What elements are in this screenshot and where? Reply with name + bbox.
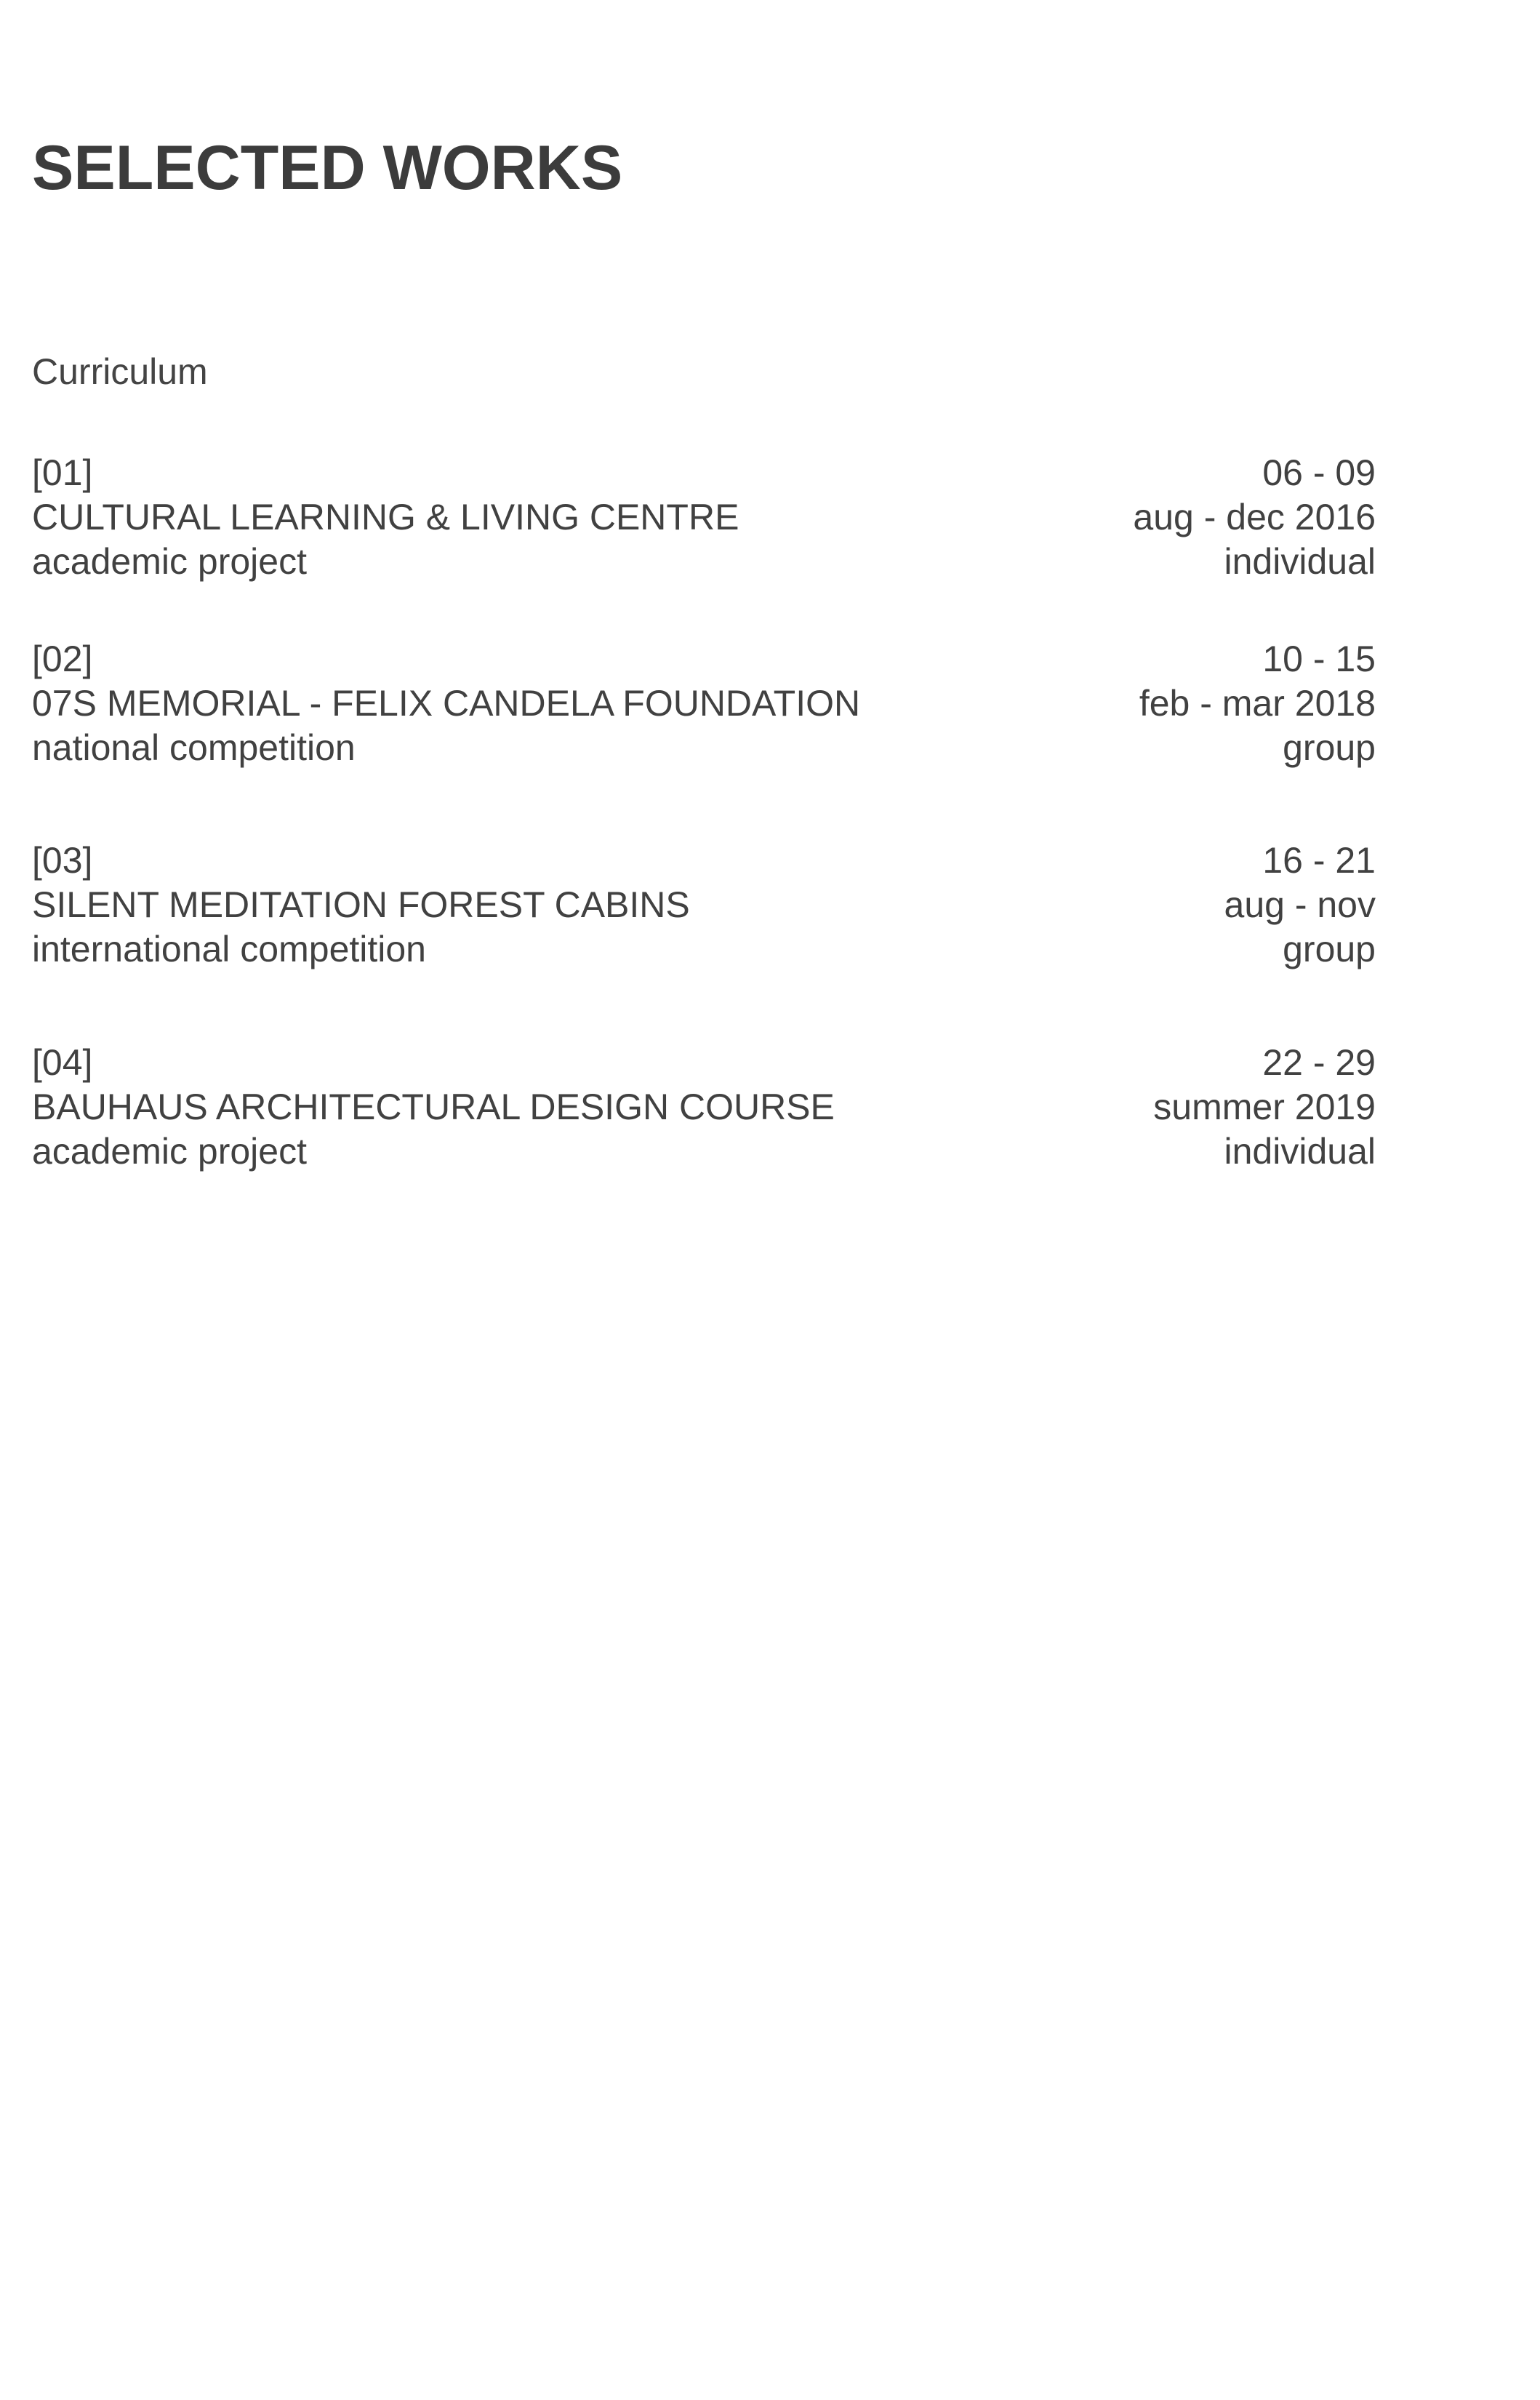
work-pages: 10 - 15	[1262, 639, 1376, 679]
work-type: national competition	[32, 727, 356, 768]
work-meta	[1133, 451, 1376, 584]
work-pages: 16 - 21	[1262, 840, 1376, 881]
work-info	[32, 1041, 835, 1174]
work-number: [04]	[32, 1042, 93, 1083]
work-team: group	[1283, 727, 1376, 768]
work-date: aug - nov	[1224, 884, 1376, 925]
work-meta	[1224, 839, 1376, 972]
work-type: academic project	[32, 1131, 307, 1172]
work-team: group	[1283, 929, 1376, 969]
work-name: BAUHAUS ARCHITECTURAL DESIGN COURSE	[32, 1087, 835, 1127]
work-info	[32, 451, 739, 584]
work-info	[32, 637, 860, 770]
work-date: aug - dec 2016	[1133, 497, 1376, 537]
work-info	[32, 839, 690, 972]
work-date: feb - mar 2018	[1139, 683, 1376, 724]
work-item-02	[32, 637, 1376, 770]
work-number: [02]	[32, 639, 93, 679]
work-pages: 06 - 09	[1262, 452, 1376, 493]
work-item-04	[32, 1041, 1376, 1174]
work-name: SILENT MEDITATION FOREST CABINS	[32, 884, 690, 925]
work-type: international competition	[32, 929, 426, 969]
work-number: [01]	[32, 452, 93, 493]
work-number: [03]	[32, 840, 93, 881]
work-team: individual	[1224, 1131, 1376, 1172]
work-item-03	[32, 839, 1376, 972]
work-meta	[1153, 1041, 1376, 1174]
work-name: CULTURAL LEARNING & LIVING CENTRE	[32, 497, 739, 537]
work-team: individual	[1224, 541, 1376, 582]
work-item-01	[32, 451, 1376, 584]
page-title: SELECTED WORKS	[32, 133, 623, 203]
work-type: academic project	[32, 541, 307, 582]
section-label: Curriculum	[32, 351, 208, 392]
work-pages: 22 - 29	[1262, 1042, 1376, 1083]
work-name: 07S MEMORIAL - FELIX CANDELA FOUNDATION	[32, 683, 861, 724]
work-date: summer 2019	[1153, 1087, 1376, 1127]
work-meta	[1139, 637, 1376, 770]
